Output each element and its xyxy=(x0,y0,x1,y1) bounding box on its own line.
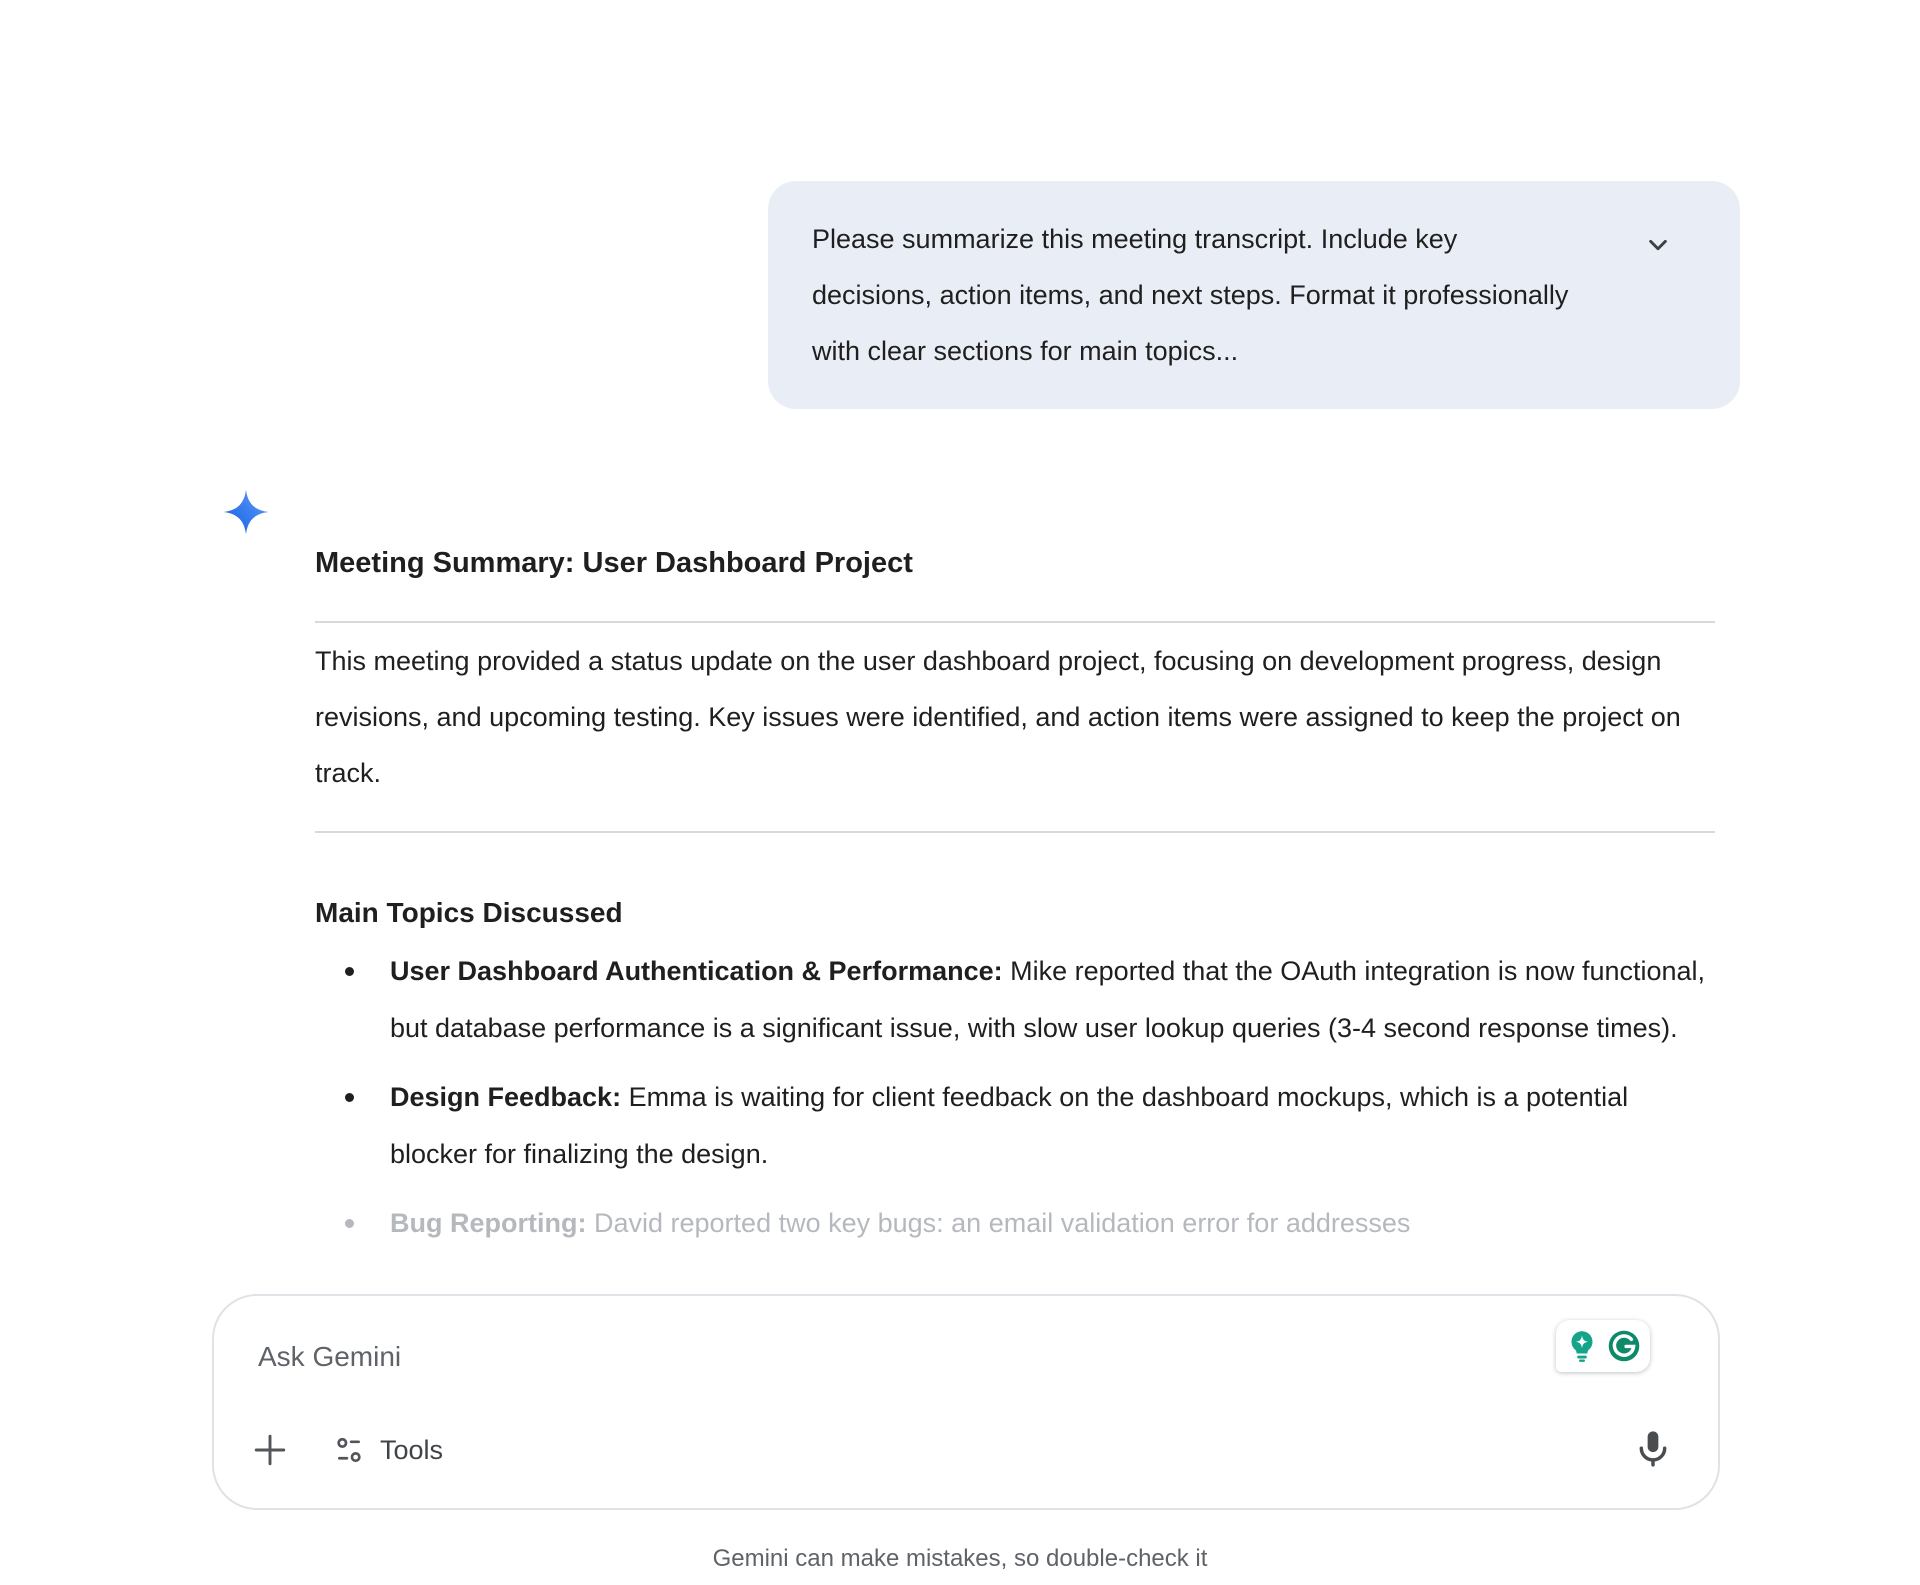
disclaimer-text: Gemini can make mistakes, so double-check it xyxy=(712,1545,1208,1572)
model-response xyxy=(315,545,1715,1252)
mic-button[interactable] xyxy=(1630,1426,1676,1472)
list-item-authentication-performance xyxy=(315,943,1715,1057)
add-attachment-button[interactable] xyxy=(248,1428,292,1472)
bullet-body: Mike reported that the OAuth integration is now functional, but database performance is a significant issue, with slow user lookup queries (3-4 second response times). xyxy=(390,956,1706,1043)
topics-list xyxy=(315,943,1715,1252)
divider xyxy=(315,831,1715,833)
user-message-text: Please summarize this meeting transcript. Include key decisions, action items, and next steps. Format it professionally with clear sections for main topics... xyxy=(812,224,1569,366)
user-message-bubble xyxy=(768,181,1740,409)
divider xyxy=(315,621,1715,623)
tools-button[interactable] xyxy=(332,1428,443,1472)
prompt-input[interactable] xyxy=(256,1334,1490,1380)
bullet-lead: Bug Reporting: xyxy=(390,1208,587,1238)
grammarly-g-icon[interactable] xyxy=(1606,1328,1642,1364)
chevron-down-icon xyxy=(1642,229,1674,261)
mic-icon xyxy=(1630,1426,1676,1472)
section-heading: Main Topics Discussed xyxy=(315,897,623,928)
prompt-composer xyxy=(212,1294,1720,1510)
grammarly-lightbulb-icon[interactable] xyxy=(1564,1328,1600,1364)
bullet-lead: Design Feedback: xyxy=(390,1082,622,1112)
plus-icon xyxy=(248,1428,292,1472)
collapse-message-button[interactable] xyxy=(1638,225,1678,265)
tools-button-label: Tools xyxy=(380,1434,444,1465)
response-title: Meeting Summary: User Dashboard Project xyxy=(315,547,913,579)
response-intro: This meeting provided a status update on the user dashboard project, focusing on development progress, design revisions, and upcoming testing. Key issues were identified, and action items were assigned to keep the project on track. xyxy=(315,646,1681,788)
gemini-sparkle-icon xyxy=(222,488,270,536)
bullet-body: Emma is waiting for client feedback on the dashboard mockups, which is a potential blocker for finalizing the design. xyxy=(390,1082,1629,1169)
grammarly-extension-widget[interactable] xyxy=(1556,1320,1650,1372)
list-item-bug-reporting-truncated xyxy=(315,1195,1715,1252)
list-item-design-feedback xyxy=(315,1069,1715,1183)
bullet-lead: User Dashboard Authentication & Performance: xyxy=(390,956,1003,986)
tools-icon xyxy=(332,1433,366,1467)
bullet-body: David reported two key bugs: an email validation error for addresses xyxy=(593,1208,1411,1238)
